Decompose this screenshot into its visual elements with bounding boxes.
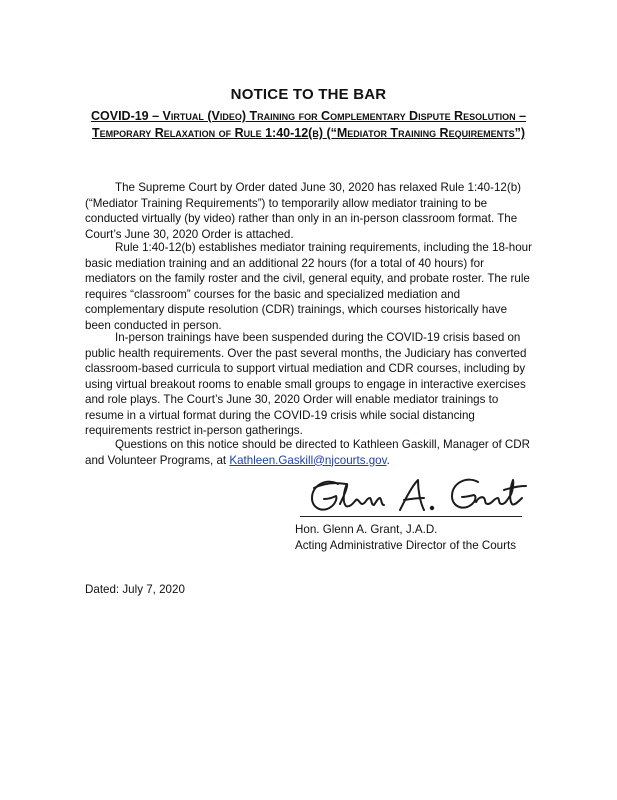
notice-subject: COVID-19 – Virtual (Video) Training for Complementary Dispute Resolution – Temporary Relaxation of Rule 1:40-12(b) (“Mediator Training Requirements”) bbox=[90, 109, 527, 140]
handwritten-signature bbox=[300, 474, 530, 520]
signer-title: Acting Administrative Director of the Courts bbox=[295, 539, 517, 552]
paragraph-virtual-training: In-person trainings have been suspended during the COVID-19 crisis based on public health requirements. Over the past several months, the Judiciary has converted classroom-based curricula to support virtual mediation and CDR courses, including by using virtual breakout rooms to enable small groups to engage in interactive exercises and role plays. The Court’s June 30, 2020 Order will enable mediator trainings to resume in a virtual format during the COVID-19 crisis while social distancing requirements restrict in-person gatherings. bbox=[85, 331, 527, 437]
questions-end: . bbox=[386, 453, 390, 467]
paragraph-requirements: Rule 1:40-12(b) establishes mediator training requirements, including the 18-hour basic mediation training and an additional 22 hours (for a total of 40 hours) for mediators on the family roster and the civil, general equity, and probate roster. The rule requires “classroom” courses for the basic and specialized mediation and complementary dispute resolution (CDR) trainings, which courses historically have been conducted in person. bbox=[85, 241, 532, 332]
signer-name: Hon. Glenn A. Grant, J.A.D. bbox=[295, 523, 438, 536]
signature-line bbox=[300, 516, 522, 517]
questions-text: Questions on this notice should be directed to Kathleen Gaskill, Manager of CDR and Volunteer Programs, at bbox=[85, 438, 531, 467]
paragraph-relaxation: The Supreme Court by Order dated June 30, 2020 has relaxed Rule 1:40-12(b) (“Mediator Training Requirements”) to temporarily allow mediator training to be conducted virtually (by video) rather than only in an in-person classroom format. The Court’s June 30, 2020 Order is attached. bbox=[85, 181, 522, 241]
notice-title: NOTICE TO THE BAR bbox=[230, 86, 387, 103]
paragraph-questions bbox=[85, 437, 533, 468]
date-line: Dated: July 7, 2020 bbox=[85, 583, 185, 596]
contact-email-link[interactable]: Kathleen.Gaskill@njcourts.gov bbox=[229, 453, 387, 467]
